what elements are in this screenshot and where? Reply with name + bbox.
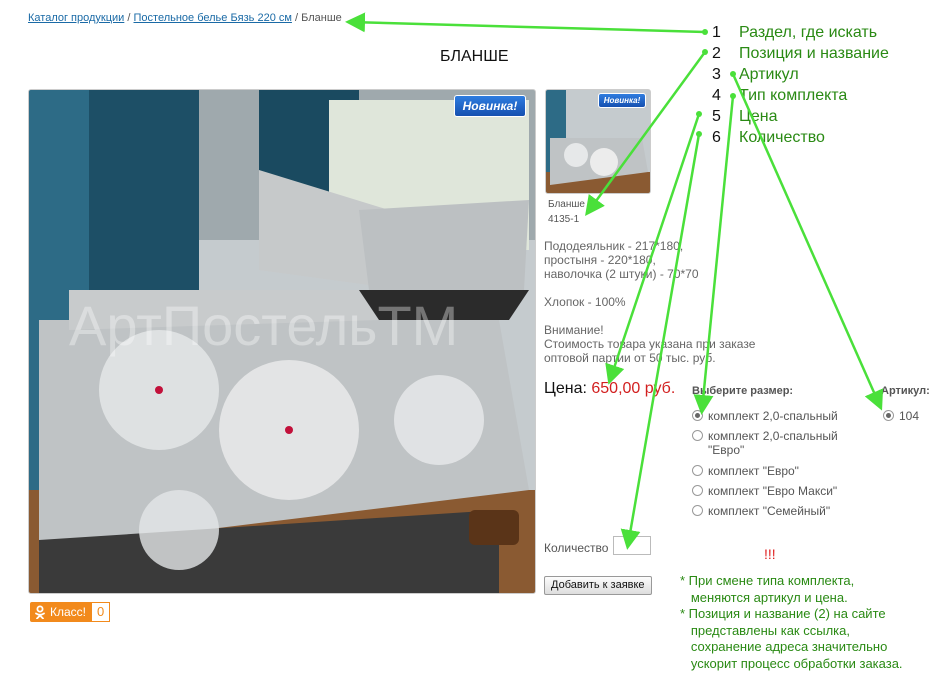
radio-button[interactable] <box>692 465 703 476</box>
article-option[interactable] <box>883 409 919 423</box>
exclamation-mark: !!! <box>764 546 776 562</box>
annotation-text: Тип комплекта <box>739 87 848 104</box>
breadcrumb-link-section[interactable]: Постельное белье Бязь 220 см <box>133 12 292 24</box>
odnoklassniki-icon <box>34 605 46 619</box>
product-description: Пододеяльник - 217*180, простыня - 220*180, наволочка (2 штуки) - 70*70 Хлопок - 100% Внимание! Стоимость товара указана при заказе оптовой партии от 50 тыс. руб. <box>544 239 756 365</box>
size-option-label: комплект "Евро" <box>708 464 799 478</box>
annotation-text: Раздел, где искать <box>739 24 878 41</box>
new-badge: Новинка! <box>454 95 526 117</box>
annotation-item <box>712 43 889 64</box>
thumbnail-caption <box>548 197 585 227</box>
bedroom-photo <box>29 90 535 593</box>
annotation-text: Артикул <box>739 66 799 83</box>
annotation-item <box>712 85 889 106</box>
arrow-1 <box>350 22 705 32</box>
annotation-item <box>712 127 889 148</box>
annotation-number: 4 <box>712 87 721 104</box>
breadcrumb-current: Бланше <box>301 12 342 24</box>
size-option[interactable] <box>692 409 838 423</box>
article-header: Артикул: <box>881 385 930 397</box>
size-option-label: комплект "Евро Макси" <box>708 484 838 498</box>
ok-share-main[interactable] <box>30 602 91 622</box>
size-option[interactable] <box>692 429 862 457</box>
annotation-item <box>712 106 889 127</box>
product-thumbnail[interactable] <box>545 89 651 194</box>
thumbnail-article: 4135-1 <box>548 214 580 225</box>
size-option[interactable] <box>692 464 799 478</box>
article-value: 104 <box>899 409 920 423</box>
radio-button-selected[interactable] <box>692 410 703 421</box>
annotation-item <box>712 64 889 85</box>
radio-button[interactable] <box>692 430 703 441</box>
quantity-input[interactable] <box>613 536 651 555</box>
annotation-notes: * При смене типа комплекта, меняются артикул и цена. * Позиция и название (2) на сайте представлены как ссылка, сохранение адреса значительно ускорит процесс обработки заказа. <box>680 573 903 671</box>
radio-button[interactable] <box>692 505 703 516</box>
breadcrumb-separator: / <box>124 12 134 24</box>
size-header: Выберите размер: <box>692 385 794 397</box>
radio-button[interactable] <box>692 485 703 496</box>
size-option[interactable] <box>692 504 830 518</box>
annotation-item <box>712 22 889 43</box>
add-to-order-button[interactable]: Добавить к заявке <box>544 576 652 595</box>
size-option-label: комплект 2,0-спальный <box>708 409 838 423</box>
size-option-label: комплект "Семейный" <box>708 504 831 518</box>
price-row <box>544 380 675 398</box>
breadcrumb <box>28 12 342 24</box>
new-badge-small: Новинка! <box>598 93 646 108</box>
annotation-number: 5 <box>712 108 721 125</box>
ok-share-button[interactable] <box>30 602 110 622</box>
breadcrumb-link-catalog[interactable]: Каталог продукции <box>28 12 125 24</box>
page-title: БЛАНШЕ <box>440 48 509 65</box>
price-value: 650,00 руб. <box>591 380 676 397</box>
watermark-text: АртПостельTM <box>69 294 459 357</box>
ok-share-label: Класс! <box>50 605 86 619</box>
breadcrumb-separator: / <box>291 12 302 24</box>
quantity-label: Количество <box>544 541 609 555</box>
annotation-text: Позиция и название <box>739 45 889 62</box>
product-main-image[interactable] <box>28 89 536 594</box>
annotation-text: Количество <box>739 129 825 146</box>
annotation-number: 3 <box>712 66 721 83</box>
radio-button-selected[interactable] <box>883 410 894 421</box>
size-option[interactable] <box>692 484 837 498</box>
price-label: Цена: <box>544 380 587 397</box>
annotation-number: 1 <box>712 24 721 41</box>
annotation-number: 6 <box>712 129 721 146</box>
annotation-list <box>712 22 889 148</box>
size-option-label: комплект 2,0-спальный "Евро" <box>708 429 838 457</box>
thumbnail-name: Бланше <box>548 199 585 210</box>
annotation-text: Цена <box>739 108 778 125</box>
ok-share-count: 0 <box>91 602 110 622</box>
annotation-number: 2 <box>712 45 721 62</box>
